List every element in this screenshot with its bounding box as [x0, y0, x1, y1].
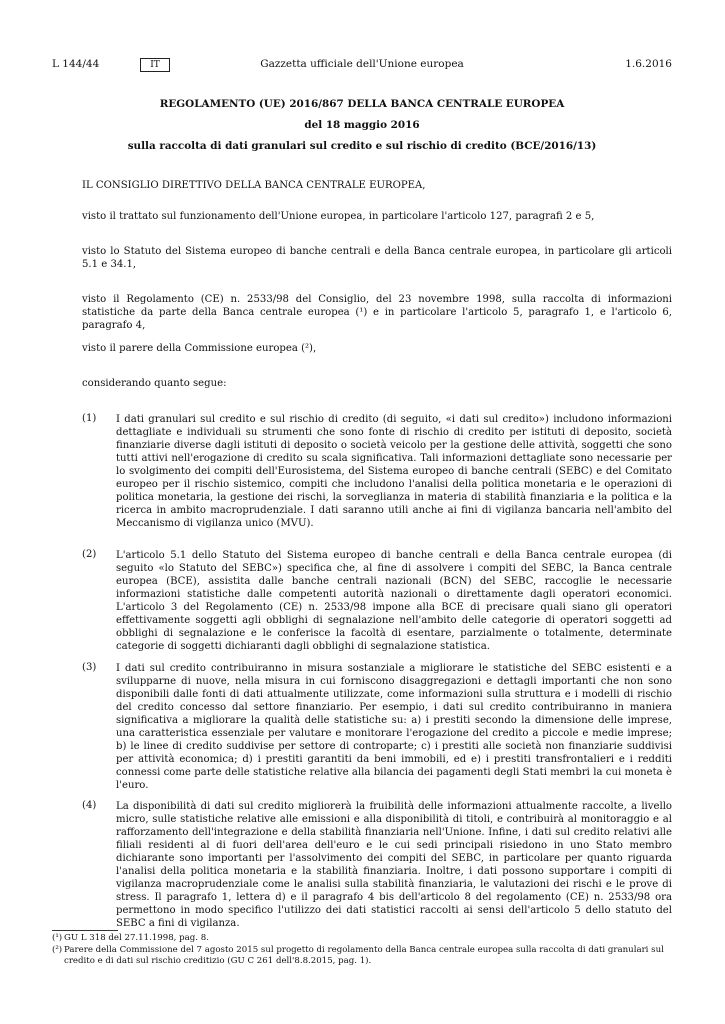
footnote-mark: (¹) — [52, 933, 63, 943]
recital-number: (1) — [82, 413, 97, 424]
regulation-subject: sulla raccolta di dati granulari sul credito e sul rischio di credito (BCE/2016/13) — [127, 140, 597, 152]
regulation-title: REGOLAMENTO (UE) 2016/867 DELLA BANCA CENTRALE EUROPEA — [159, 98, 565, 110]
recital-number: (4) — [82, 800, 97, 811]
recital-text: La disponibilità di dati sul credito migliorerà la fruibilità delle informazioni attualmente raccolte, a livello micro, sulle statistiche relative alle emissioni e alla disponibilità di titoli, e contribuirà al monitoraggio e al rafforzamento dell'integrazione e della stabilità finanziaria nell'Unione. Infine, i dati sul credito relativi alle filiali residenti al di fuori dell'area dell'euro e le cui sedi principali risiedono in uno Stato membro dichiarante sono importanti per l'assolvimento dei compiti del SEBC, in particolare per quanto riguarda l'analisi della politica monetaria e la stabilità finanziaria. Inoltre, i dati possono supportare i compiti di vigilanza macroprudenziale come le analisi sulla stabilità finanziaria, le valutazioni dei rischi e le prove di stress. Il paragrafo 1, lettera d) e il paragrafo 4 bis dell'articolo 8 del regolamento (CE) n. 2533/98 ora permettono in modo specifico l'utilizzo dei dati statistici raccolti ai sensi dell'articolo 5 dello statuto del SEBC a fini di vigilanza. — [116, 801, 672, 930]
council-heading: IL CONSIGLIO DIRETTIVO DELLA BANCA CENTRALE EUROPEA, — [82, 180, 426, 191]
footnote-text: Parere della Commissione del 7 agosto 2015 sul progetto di regolamento della Banca centrale europea sulla raccolta di dati granulari sul credito e di dati sul rischio creditizio (GU C 261 dell'8.8.2015, pag. 1). — [64, 945, 664, 966]
journal-header — [52, 58, 672, 76]
recital-text: I dati sul credito contribuiranno in misura sostanziale a migliorare le statistiche del SEBC esistenti e a svilupparne di nuove, nella misura in cui forniscono disaggregazioni e dettagli importanti che non sono disponibili dalle fonti di dati attualmente utilizzate, come informazioni sulla struttura e i modelli di rischio del credito concesso dal settore finanziario. Per esempio, i dati sul credito contribuiranno in maniera significativa a migliorare la qualità delle statistiche su: a) i prestiti secondo la dimensione delle imprese, una caratteristica essenziale per valutare e monitorare l'erogazione del credito a piccole e medie imprese; b) le linee di credito suddivise per settore di controparte; c) i prestiti alle società non finanziarie suddivisi per attività economica; d) i prestiti garantiti da beni immobili, ed e) i prestiti transfrontalieri e i redditi connessi come parte delle statistiche relative alla bilancia dei pagamenti degli Stati membri la cui moneta è l'euro. — [116, 663, 672, 792]
citation-opinion: visto il parere della Commissione europea (²), — [82, 343, 317, 354]
recital-text: I dati granulari sul credito e sul rischio di credito (di seguito, «i dati sul credito») includono informazioni dettagliate e individuali su strumenti che sono fonte di rischio di credito per istituti di deposito, società finanziarie diverse dagli istituti di deposito o società veicolo per la gestione delle attività, soggetti che sono tutti attivi nell'erogazione di credito su scala significativa. Tali informazioni dettagliate sono necessarie per lo svolgimento dei compiti dell'Eurosistema, del Sistema europeo di banche centrali (SEBC) e del Comitato europeo per il rischio sistemico, compiti che includono l'analisi della politica monetaria e le operazioni di politica monetaria, la gestione dei rischi, la sorveglianza in materia di stabilità finanziaria e la politica e la ricerca in ambito macroprudenziale. I dati saranno utili anche ai fini di vigilanza bancaria nell'ambito del Meccanismo di vigilanza unico (MVU). — [116, 414, 672, 530]
recital-text: L'articolo 5.1 dello Statuto del Sistema europeo di banche centrali e della Banca centrale europea (di seguito «lo Statuto del SEBC») specifica che, al fine di assolvere i compiti del SEBC, la Banca centrale europea (BCE), assistita dalle banche centrali nazionali (BCN) del SEBC, raccoglie le necessarie informazioni statistiche dalle competenti autorità nazionali o direttamente dagli operatori economici. L'articolo 3 del Regolamento (CE) n. 2533/98 impone alla BCE di precisare quali siano gli operatori effettivamente soggetti agli obblighi di segnalazione nell'ambito delle categorie di operatori soggetti ad obblighi di segnalazione e le conferisce la facoltà di esentare, parzialmente o totalmente, determinate categorie di soggetti dichiaranti dagli obblighi di segnalazione statistica. — [116, 550, 672, 653]
page-reference: L 144/44 — [52, 58, 100, 70]
recital-number: (2) — [82, 549, 97, 560]
footnote — [52, 945, 672, 969]
publication-date: 1.6.2016 — [625, 58, 672, 70]
footnote-mark: (²) — [52, 945, 63, 955]
recital-number: (3) — [82, 662, 97, 673]
citation-regulation: visto il Regolamento (CE) n. 2533/98 del Consiglio, del 23 novembre 1998, sulla raccolta di informazioni statistiche da parte della Banca centrale europea (¹) e in particolare l'articolo 5, paragrafo 1, e l'articolo 6, paragrafo 4, — [82, 294, 672, 332]
regulation-date: del 18 maggio 2016 — [304, 119, 420, 131]
language-badge: IT — [140, 58, 170, 72]
considerando-heading: considerando quanto segue: — [82, 378, 227, 389]
footnote-separator — [52, 930, 118, 931]
journal-title: Gazzetta ufficiale dell'Unione europea — [260, 58, 464, 70]
footnote-text: GU L 318 del 27.11.1998, pag. 8. — [64, 933, 209, 943]
citation-statute: visto lo Statuto del Sistema europeo di banche centrali e della Banca centrale europea, in particolare gli articoli 5.1 e 34.1, — [82, 246, 672, 271]
footnote — [52, 933, 672, 945]
citation-treaty: visto il trattato sul funzionamento dell'Unione europea, in particolare l'articolo 127, paragrafi 2 e 5, — [82, 211, 595, 222]
